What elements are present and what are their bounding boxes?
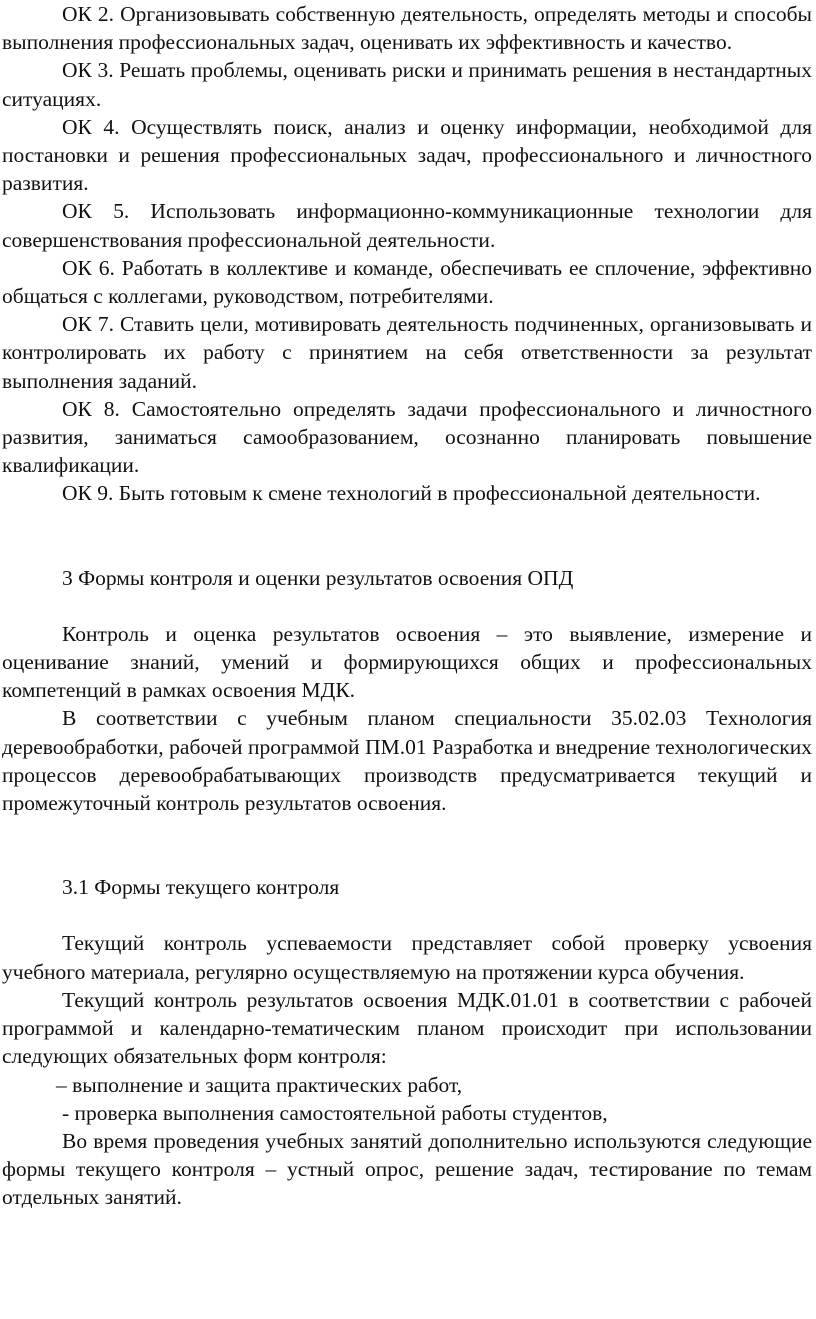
ok-3-paragraph: ОК 3. Решать проблемы, оценивать риски и принимать решения в нестандартных ситуациях. [2,58,812,111]
spacer [2,901,812,929]
section-3-paragraph-2: В соответствии с учебным планом специальности 35.02.03 Технология деревообработки, рабочей программой ПМ.01 Разработка и внедрение технологических процессов деревообрабатывающих производств предусматривается текущий и промежуточный контроль результатов освоения. [2,706,812,816]
section-3-heading: 3 Формы контроля и оценки результатов освоения ОПД [62,565,574,590]
ok-2-paragraph: ОК 2. Организовывать собственную деятельность, определять методы и способы выполнения профессиональных задач, оценивать их эффективность и качество. [2,2,812,55]
section-3-1-closing-paragraph: Во время проведения учебных занятий дополнительно используются следующие формы текущего контроля – устный опрос, решение задач, тестирование по темам отдельных занятий. [2,1128,812,1210]
ok-5-paragraph: ОК 5. Использовать информационно-коммуникационные технологии для совершенствования профессиональной деятельности. [2,199,812,252]
section-3-1-paragraph-1: Текущий контроль успеваемости представляет собой проверку усвоения учебного материала, регулярно осуществляемую на протяжении курса обучения. [2,931,812,984]
spacer [2,817,812,873]
ok-9-paragraph: ОК 9. Быть готовым к смене технологий в профессиональной деятельности. [62,481,761,506]
section-3-1-paragraph-2: Текущий контроль результатов освоения МДК.01.01 в соответствии с рабочей программой и календарно-тематическим планом происходит при использовании следующих обязательных форм контроля: [2,987,812,1069]
section-3-1-heading: 3.1 Формы текущего контроля [62,875,340,900]
ok-8-paragraph: ОК 8. Самостоятельно определять задачи профессионального и личностного развития, заниматься самообразованием, осознанно планировать повышение квалификации. [2,396,812,478]
ok-4-paragraph: ОК 4. Осуществлять поиск, анализ и оценку информации, необходимой для постановки и решения профессиональных задач, профессионального и личностного развития. [2,114,812,196]
ok-7-paragraph: ОК 7. Ставить цели, мотивировать деятельность подчиненных, организовывать и контролировать их работу с принятием на себя ответственности за результат выполнения заданий. [2,312,812,393]
list-item: – выполнение и защита практических работ, [56,1072,463,1097]
ok-6-paragraph: ОК 6. Работать в коллективе и команде, обеспечивать ее сплочение, эффективно общаться с коллегами, руководством, потребителями. [2,255,812,309]
list-item: - проверка выполнения самостоятельной работы студентов, [62,1100,608,1125]
section-3-paragraph-1: Контроль и оценка результатов освоения – это выявление, измерение и оценивание знаний, умений и формирующихся общих и профессиональных компетенций в рамках освоения МДК. [2,621,812,703]
spacer [2,592,812,620]
spacer [2,508,812,564]
